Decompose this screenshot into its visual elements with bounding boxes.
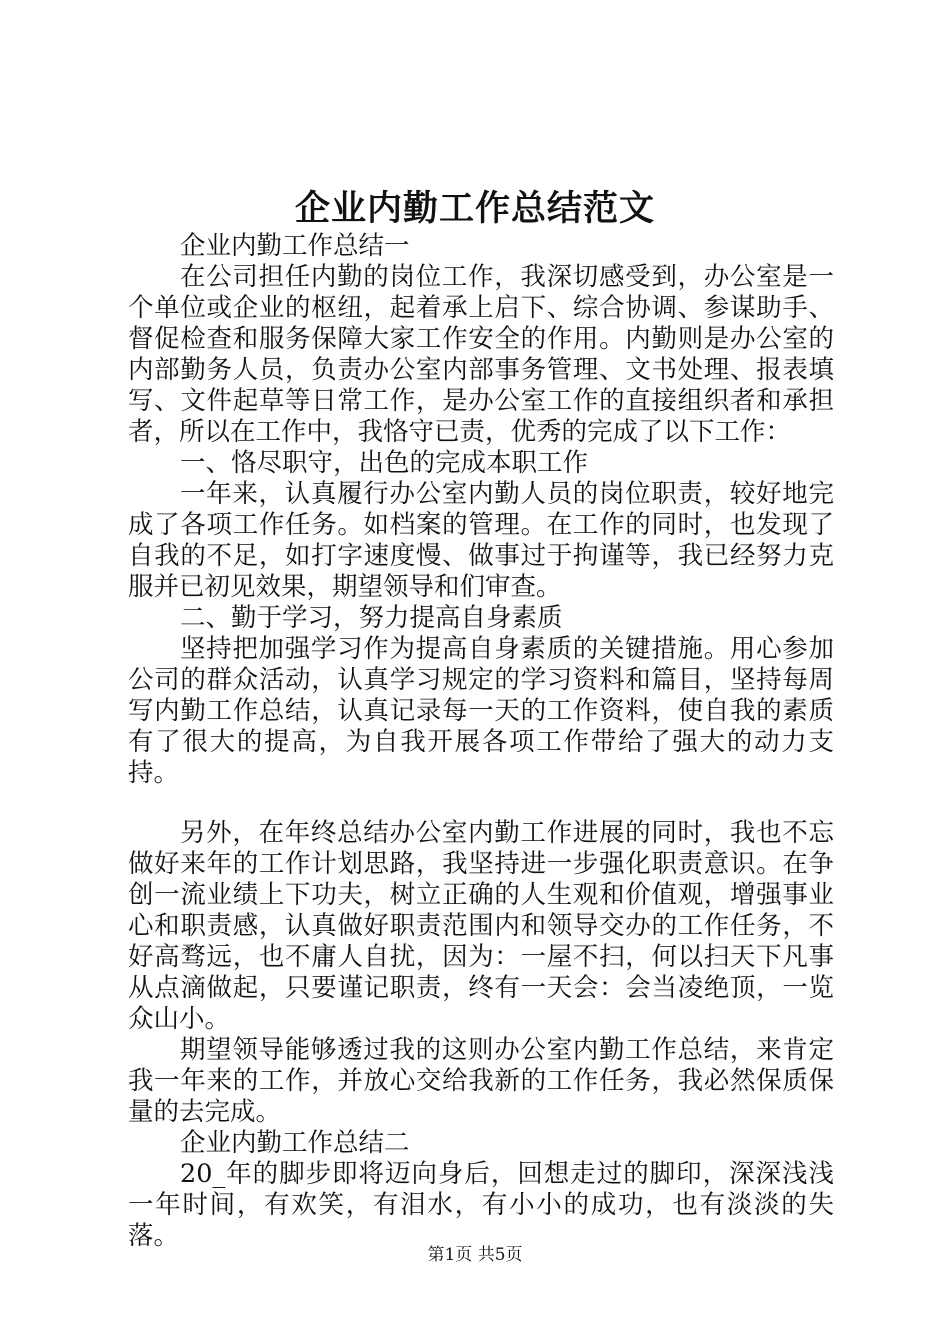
paragraph-intro: 在公司担任内勤的岗位工作，我深切感受到，办公室是一个单位或企业的枢纽，起着承上启下、综合协调、参谋助手、督促检查和服务保障大家工作安全的作用。内勤则是办公室的内部勤务人员，负责办公室内部事务管理、文书处理、报表填写、文件起草等日常工作，是办公室工作的直接组织者和承担者，所以在工作中，我恪守已责，优秀的完成了以下工作： (128, 262, 834, 447)
paragraph-study: 坚持把加强学习作为提高自身素质的关键措施。用心参加公司的群众活动，认真学习规定的学习资料和篇目，坚持每周写内勤工作总结，认真记录每一天的工作资料，使自我的素质有了很大的提高，为自我开展各项工作带给了强大的动力支持。 (128, 634, 834, 788)
paragraph-duty: 一年来，认真履行办公室内勤人员的岗位职责，较好地完成了各项工作任务。如档案的管理。在工作的同时，也发现了自我的不足，如打字速度慢、做事过于拘谨等，我已经努力克服并已初见效果，期望领导和们审查。 (128, 479, 834, 602)
paragraph-section2-intro: 20_年的脚步即将迈向身后，回想走过的脚印，深深浅浅一年时间，有欢笑，有泪水，有小小的成功，也有淡淡的失落。 (128, 1159, 834, 1251)
paragraph-closing: 期望领导能够透过我的这则办公室内勤工作总结，来肯定我一年来的工作，并放心交给我新的工作任务，我必然保质保量的去完成。 (128, 1035, 834, 1127)
section-heading-2: 企业内勤工作总结二 (180, 1128, 410, 1158)
document-title: 企业内勤工作总结范文 (294, 188, 655, 229)
subheading-duty: 一、恪尽职守，出色的完成本职工作 (180, 448, 589, 478)
paragraph-plan: 另外，在年终总结办公室内勤工作进展的同时，我也不忘做好来年的工作计划思路，我坚持进一步强化职责意识。在争创一流业绩上下功夫，树立正确的人生观和价值观，增强事业心和职责感，认真做好职责范围内和领导交办的工作任务，不好高骛远，也不庸人自扰，因为：一屋不扫，何以扫天下凡事从点滴做起，只要谨记职责，终有一天会：会当凌绝顶，一览众山小。 (128, 818, 834, 1034)
blank-line (128, 789, 834, 818)
page-footer: 第1页 共5页 (427, 1245, 523, 1265)
subheading-study: 二、勤于学习，努力提高自身素质 (180, 603, 563, 633)
section-heading-1: 企业内勤工作总结一 (180, 231, 410, 261)
document-body (128, 231, 834, 1252)
